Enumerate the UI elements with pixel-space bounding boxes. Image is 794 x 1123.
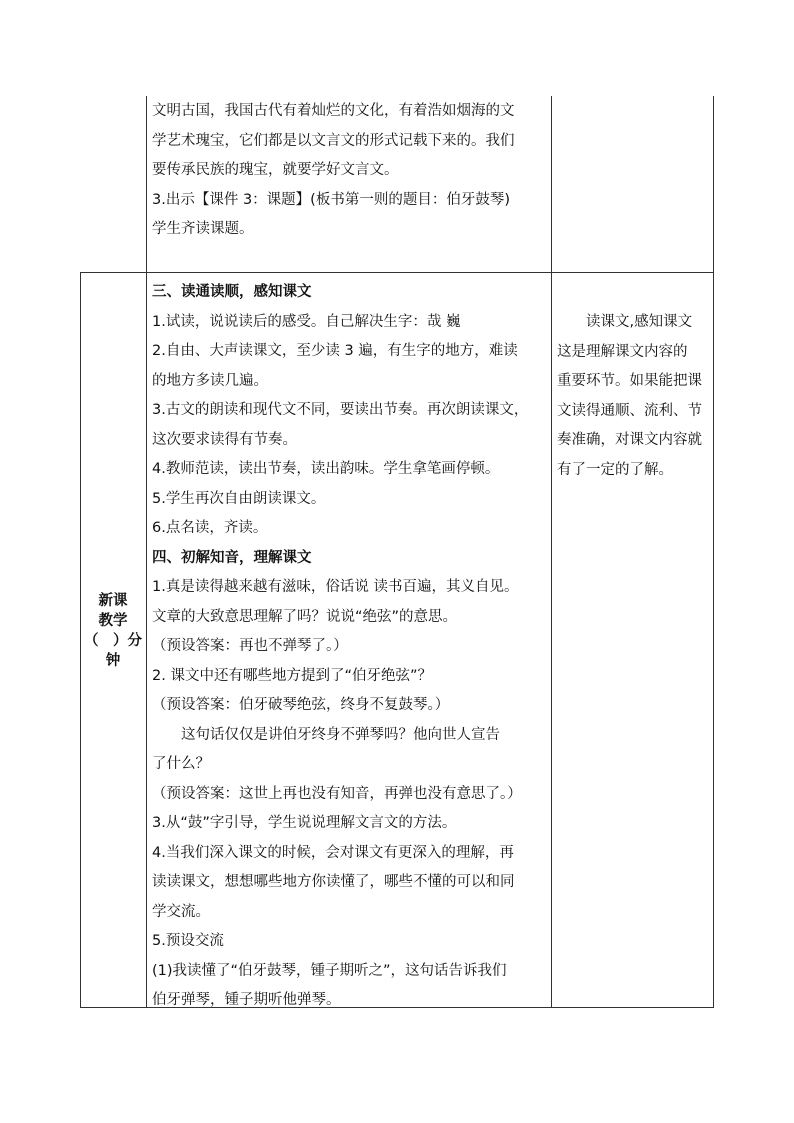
label-line: 钟 [105,653,121,669]
row2-notes [557,308,711,485]
text-line: 了什么？ [152,756,210,772]
text-line: 3.从“鼓”字引导，学生说说理解文言文的方法。 [152,815,457,831]
row-divider [80,272,714,273]
text-line: 要传承民族的瑰宝，就要学好文言文。 [152,162,399,178]
text-line: 2. 课文中还有哪些地方提到了“伯牙绝弦”？ [152,667,432,684]
text-line: 文章的大致意思理解了吗？说说“绝弦”的意思。 [152,608,458,625]
section-heading: 三、读通读顺，感知课文 [152,284,312,300]
note-line: 文读得通顺、流利、节 [557,402,702,419]
label-line: 教学 [98,613,128,629]
text-line: (1)我读懂了“伯牙鼓琴，锺子期听之”，这句话告诉我们 [152,962,507,979]
note-line: 读课文,感知课文 [557,314,693,330]
text-line: 读读课文，想想哪些地方你读懂了，哪些不懂的可以和同 [152,874,515,890]
text-line: 4.当我们深入课文的时候，会对课文有更深入的理解，再 [152,844,514,861]
lesson-plan-table [80,96,714,1008]
section-label [80,591,146,671]
text-line: 3.出示【课件 3：课题】(板书第一则的题目：伯牙鼓琴) [152,191,510,208]
note-line: 这是理解课文内容的 [557,343,688,360]
text-line: （预设答案：再也不弹琴了。） [152,638,348,654]
text-line: 6.点名读，齐读。 [152,520,268,536]
section-heading: 四、初解知音，理解课文 [152,549,312,566]
text-line: 这句话仅仅是讲伯牙终身不弹琴吗？他向世人宣告 [152,726,500,743]
text-line: 文明古国，我国古代有着灿烂的文化，有着浩如烟海的文 [152,103,515,119]
column-divider [713,96,714,1008]
label-line: 新课 [98,593,128,609]
text-line: 4.教师范读，读出节奏，读出韵味。学生拿笔画停顿。 [152,461,500,477]
text-line: 5.学生再次自由朗读课文。 [152,490,326,507]
text-line: 学生齐读课题。 [152,221,254,237]
text-line: 1.试读，说说读后的感受。自己解决生字：哉 巍 [152,313,461,330]
text-line: 学艺术瑰宝，它们都是以文言文的形式记载下来的。我们 [152,132,515,149]
text-line: 的地方多读几遍。 [152,372,268,389]
note-line: 奏准确，对课文内容就 [557,432,702,448]
row1-content [152,97,548,245]
text-line: （预设答案：这世上再也没有知音，再弹也没有意思了。） [152,785,522,802]
text-line: 2.自由、大声读课文，至少读 3 遍，有生字的地方，难读 [152,343,518,359]
text-line: 3.古文的朗读和现代文不同，要读出节奏。再次朗读课文， [152,402,529,418]
text-line: （预设答案：伯牙破琴绝弦，终身不复鼓琴。） [152,697,450,713]
text-line: 学交流。 [152,903,210,920]
column-divider [551,96,552,1008]
text-line: 这次要求读得有节奏。 [152,431,297,448]
column-divider [146,96,147,1008]
label-line: （ ）分 [84,633,142,649]
row2-content [152,278,548,1016]
note-line: 重要环节。如果能把课 [557,373,702,389]
text-line: 伯牙弹琴，锺子期听他弹琴。 [152,992,341,1008]
text-line: 1.真是读得越来越有滋味，俗话说 读书百遍，其义自见。 [152,579,519,595]
text-line: 5.预设交流 [152,933,224,949]
note-line: 有了一定的了解。 [557,461,673,478]
